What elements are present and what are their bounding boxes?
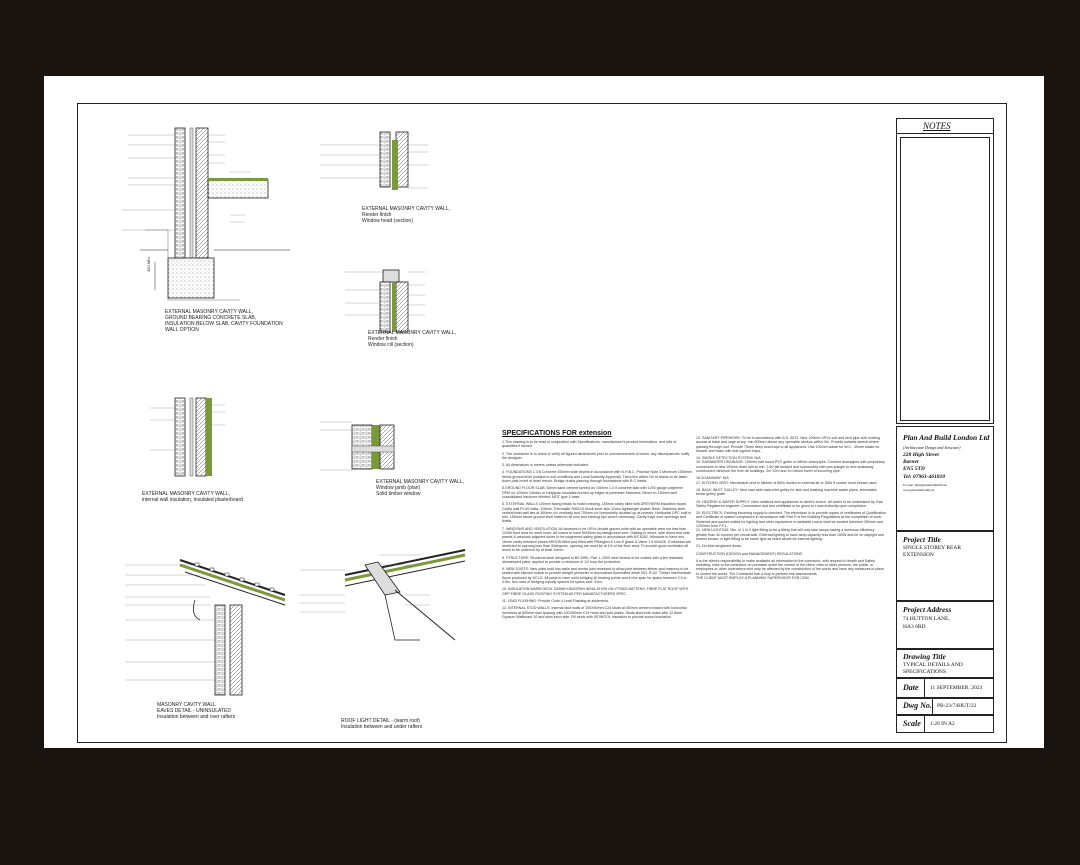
drawing-title-value1: TYPICAL DETAILS AND bbox=[903, 662, 963, 668]
detail-internal-insulation bbox=[150, 398, 225, 476]
company-addr1: 228 High Street bbox=[903, 452, 939, 458]
detail1-caption: EXTERNAL MASONRY CAVITY WALL, GROUND BEARING CONCRETE SLAB, INSULATION BELOW SLAB, CAVITY FOUNDATION WALL OPTION bbox=[165, 309, 283, 333]
detail3-caption: EXTERNAL MASONRY CAVITY WALL, Render finish Window cill (section) bbox=[368, 330, 456, 348]
spec-item: 21. No internal glazed doors. bbox=[696, 544, 742, 549]
drawing-title-box bbox=[896, 649, 994, 678]
spec-item: THE CLIENT MUST EMPLOY A PLANNING SUPERVISOR FOR CDM bbox=[696, 576, 809, 581]
company-addr3: EN5 5TD bbox=[903, 466, 925, 472]
company-sub: (Architecture Design and Structure) bbox=[903, 445, 961, 450]
detail7-caption: ROOF LIGHT DETAIL - (warm roof) Insulation between and under rafters bbox=[341, 718, 423, 730]
spec-item: CONSTRUCTION (DESIGN and MANAGEMENT) REGULATIONS bbox=[696, 551, 803, 556]
specs-column-right bbox=[696, 436, 886, 580]
project-address-value2: HA3 6RD bbox=[903, 624, 926, 630]
project-address-label: Project Address bbox=[903, 605, 952, 614]
spec-item: 6. EXTERNAL WALLS 100mm facing bricks to match existing, 150mm cavity filled with DRITHERM insulation board. Cavity wall PLUS batts. 100mm Thermalite SHIELD block inner skin 12mm lightweight plaster finish. Stainless steel vertical twist wall ties at 450mm c/c vertically and 750mm c/c horizontally doubled up at reveals. Horizontal DPC built in min. 150mm above ground level linked to all new and existing dpc where necessary. Cavity trays over openings and lintels. bbox=[502, 502, 692, 524]
spec-item: 8. STRUCTURE: Structural steel designed to BS 5950, Part 1, 2000 steel beams to be coated with a fire retardant intumescent paint, applied to provide a minimum of 1/2 hour fire protection. bbox=[502, 555, 683, 564]
detail-eaves bbox=[125, 560, 285, 695]
specs-heading: SPECIFICATIONS FOR extension bbox=[502, 430, 612, 437]
project-title-value1: SINGLE STOREY REAR bbox=[903, 545, 962, 551]
date-label: Date bbox=[903, 683, 919, 692]
date-value: 11 SEPTEMBER, 2023 bbox=[930, 685, 983, 691]
dwg-no-value: PB-23/74HUT/22 bbox=[937, 703, 977, 709]
spec-item: 12. INTERNAL STUD WALLS: Internal stud walls of 100X50mm C24 studs at 400mm centers braced with horizontal members at 600mm max spacing with 100X50mm C24 head and sole plates. Studs lined both sides with 12.5mm Gypsum Wallboard 10 and skim each side. Fill studs with ISOWOOL insulation to provide sound insulation. bbox=[502, 606, 687, 619]
spec-item: 10. INSULATION WARM DECK 150MM KINGSPAN INSULATION ON VTS500 BATTENS, FIBRE FLAT ROOF WITH GRP FIBRE GLASS ROOFING SYSTEM AS PER MANUFACTURERS SPEC. bbox=[502, 587, 689, 596]
spec-item: 9. NEW JOISTS: New joists built into walls and mortar joint recessed to allow joint between timber and masonry to be sealed with silicone mastic to provide airtight perimeter in accordance Accredited detail MCI-IF-02. Timber intermediate floors produced by DCLG. All joists to have solid bridging @ bearing points and in the span for spans between 2.5 to 4.5m, two rows of bridging equally spaced for spans over 4.5m. bbox=[502, 567, 691, 585]
spec-item: It is the client's responsibility to make available all information to the contractor, with respect to Health and Safety including: risks to the contractor on premises under the control of the client; risks to other persons, the public, or employees or other contractors who may be affected by the construction of the works and have any measures in place to control the works. The Contractor has a duty to perform risk assessments. bbox=[696, 558, 884, 576]
project-title-value2: EXTENSION bbox=[903, 552, 934, 558]
date-box bbox=[896, 678, 994, 698]
spec-item: 2. The contractor is to check & verify all figured dimensions prior to commencement of works, any discrepancies notify the designer. bbox=[502, 451, 690, 460]
drawing-title-value2: SPECIFICATIONS bbox=[903, 669, 947, 675]
scale-box bbox=[896, 715, 994, 733]
specs-column-left bbox=[502, 440, 692, 619]
detail-window-cill bbox=[345, 270, 425, 332]
project-title-box bbox=[896, 531, 994, 601]
dwg-no-box bbox=[896, 698, 994, 715]
company-tel: Tel: 07961-461810 bbox=[903, 474, 946, 480]
detail5-caption: EXTERNAL MASONRY CAVITY WALL, Window jamb (plan) Solid timber window bbox=[376, 479, 464, 497]
spec-item: 15. RAINWATER DRAINAGE: 100mm half round PVC gutter to 68mm downpipes. Connect downpipes with proprietary connectors to new 100mm drain laid to min. 1:60 fall bedded and surrounded with pea shingle to new soakaway constructed minimum 5m from all buildings, 2m X2m and 1m below invert of incoming pipe. bbox=[696, 460, 885, 474]
project-address-value1: 74 HUTTON LANE, bbox=[903, 616, 950, 622]
dimension-label: 450 MIN bbox=[146, 256, 151, 272]
company-box bbox=[896, 426, 994, 531]
dwg-no-label: Dwg No. bbox=[903, 701, 932, 710]
spec-item: 3. All dimensions in meters unless otherwise indicated. bbox=[502, 463, 589, 468]
detail4-caption: EXTERNAL MASONRY CAVITY WALL, internal wall insulation, insulated plasterboard bbox=[142, 491, 243, 503]
spec-item: 5.GROUND FLOOR SLAB: 50mm sand cement screed on 100mm 1:2:4 concrete slab with 1200 gauge polythene DPM on 100mm Celotex or Kingspan insulation turned up edges at perimeter thickness 25mm on 150mm well consolidated hardcore blinded. MOT type 1 base. bbox=[502, 486, 684, 499]
notes-heading: NOTES bbox=[923, 121, 951, 131]
company-web: www.planandbuild.net bbox=[903, 488, 935, 492]
project-title-label: Project Title bbox=[903, 535, 941, 544]
company-name: Plan And Build London Ltd bbox=[903, 433, 990, 442]
detail-window-head bbox=[320, 132, 428, 190]
spec-item: 16.SOAKAWAY: N/A bbox=[696, 476, 729, 481]
spec-item: 19. HEATING & WATER SUPPLY: New radiators and appliances to client's choice. All works to be undertaken by Gas Safety Registered engineer. Commission and test certificate to be given to Local Authority upon completion. bbox=[696, 499, 883, 508]
scale-label: Scale bbox=[903, 719, 921, 728]
spec-item: 18. BACK INLET GULLEY: New cast-able back-inlet gulley for sink and washing machine waste pipes, terminates below gulley grate. bbox=[696, 487, 877, 497]
detail-foundation bbox=[122, 128, 290, 300]
drawing-title-label: Drawing Title bbox=[903, 652, 946, 661]
company-email: E-mail: info@planandbuild.net bbox=[903, 483, 948, 487]
spec-item: 7. WINDOWS AND VENTILATION: All windows to be UPVc double glazed units with an openable area not less than 1/20th floor area for each room. All rooms to have 8000mm sq background vent. Glazing to doors, side doors and side panels & windows adjacent doors to be toughened safety glass in accordance with BS 6262. Windows to have min. 16mm cavity between panes ARGON filled and fitted with Pilkington K Low-E glass U-Value 1.6 W/m2K. If windows are restricted to opening less than 30degrees, opening are must be at 1/4 of the floor area. To provide good ventilation all doors to be undercut by at least 10mm. bbox=[502, 526, 692, 553]
spec-item: 4. FOUNDATIONS 1:3:6 Concrete 450mm wide depths in accordance with N.H.B.C. Practice Note 3 Minimum 1000mm below ground level (subject to soil conditions and Local Authority Approval). Trenches within 1m of drains to be taken down past invert of drain trench. Bridge drains passing through foundations with R.C lintels. bbox=[502, 470, 692, 484]
spec-item: 21. NEW LIGHTING: Min. of 1 in 4 light fitting to be a fitting that will only take lamps having a luminous efficiency greater than 40 lumens per circuit-watt. External lighting to have lamp capacity less than 150W and be on daylight and motion sensor or light fitting to be same type as listed above for internal lighting. bbox=[696, 528, 884, 541]
spec-item: 17. KITCHEN VENT: Mechanical vent to kitchen of 60l/s ducted to external air or 30l/s if cooker hood extract used. bbox=[696, 480, 878, 485]
scale-value: 1:20 IN A2 bbox=[930, 721, 955, 727]
notes-box bbox=[896, 118, 994, 424]
spec-item: 11. LEAD FLASHING: Provide Code 4 Lead Flashing at abutments. bbox=[502, 598, 610, 603]
detail-rooflight bbox=[300, 550, 465, 640]
spec-item: 13. SANITARY PIPEWORK: To be in accordance with B.S. 5572. New 100mm UPVc soil and vent pipe with rodding access at base and cage at top, min 900mm above any openable window within 3m. Provide suitable sleeve where passing through roof. Provide 75mm deep seal traps to all appliances. Use 100mm waste for W.C., 40mm waste for shower and basin with anti-syphon traps. bbox=[696, 436, 880, 453]
project-address-box bbox=[896, 601, 994, 649]
detail6-caption: MASONRY CAVITY WALL EAVES DETAIL - UNINSULATED Insulation between and over rafters bbox=[157, 702, 236, 720]
spec-item: 1.This drawing is to be read in conjunction with Specifications, manufacturer's product information, and bills of quantities if issued. bbox=[502, 440, 677, 449]
spec-item: 20. ELECTRICS: Existing incoming supply to checked. The electrician is to provide copies of certificates of Qualification and Certificate of system compliance in accordance with Part P of the Building Regulations at the completion of work. Switches and socket outlets for lighting and other equipment in habitable rooms shall be located between 450mm and 1200mm from F.F.L. bbox=[696, 511, 886, 529]
company-addr2: Barnet bbox=[903, 459, 919, 465]
spec-item: 14. SMOKE DETECTION SYSTEM: N/A bbox=[696, 456, 761, 461]
detail2-caption: EXTERNAL MASONRY CAVITY WALL, Render finish Window head (section) bbox=[362, 206, 450, 224]
detail-window-jamb bbox=[320, 422, 394, 470]
